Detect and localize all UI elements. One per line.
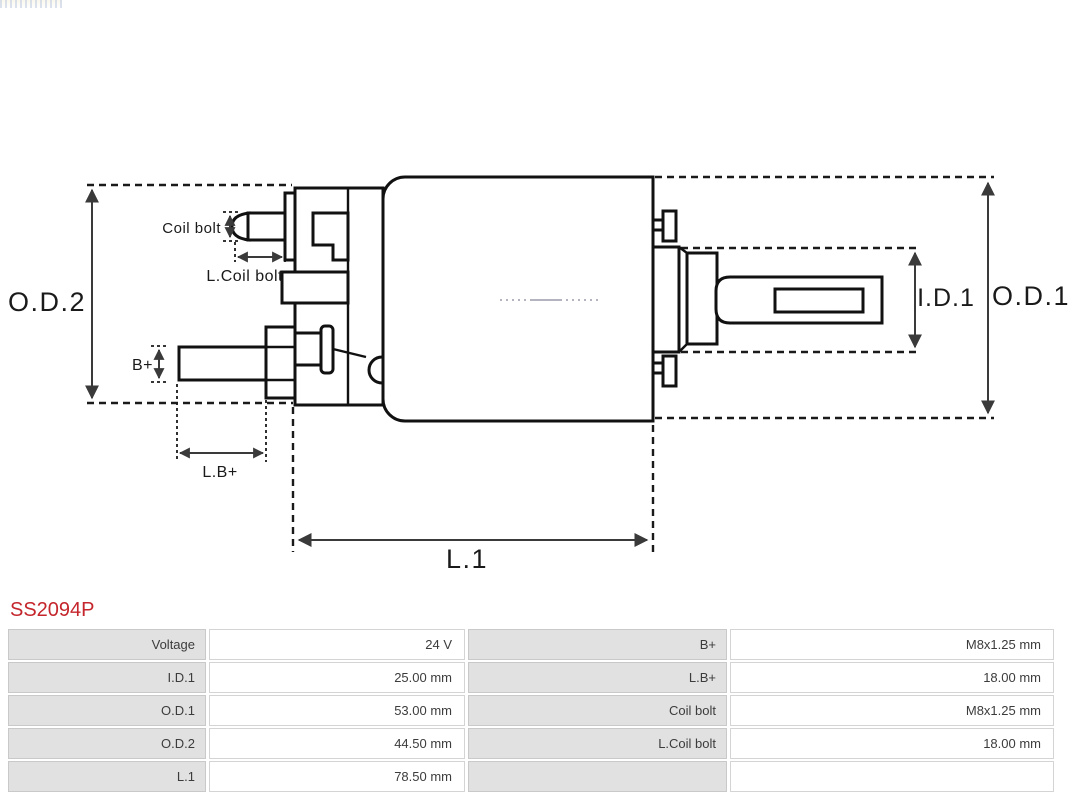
spec-value: 25.00 mm (209, 662, 465, 693)
spec-label: B+ (468, 629, 727, 660)
spec-label: Voltage (8, 629, 206, 660)
bracket-tab (285, 193, 295, 260)
spec-value: 18.00 mm (730, 728, 1054, 759)
terminal-lug-bottom (653, 356, 676, 386)
spec-label: L.B+ (468, 662, 727, 693)
dim-label-id1: I.D.1 (917, 284, 975, 312)
spec-value (730, 761, 1054, 792)
plunger-slot (775, 289, 863, 312)
spec-value: 78.50 mm (209, 761, 465, 792)
terminal-lug-top (653, 211, 676, 241)
spec-table (8, 629, 1054, 792)
dim-label-l-b-plus: L.B+ (202, 464, 238, 481)
part-number: SS2094P (10, 599, 95, 621)
dim-label-coil-bolt: Coil bolt (162, 220, 221, 237)
spec-label: I.D.1 (8, 662, 206, 693)
spec-value: 18.00 mm (730, 662, 1054, 693)
spec-label: O.D.1 (8, 695, 206, 726)
plunger-assembly (653, 211, 882, 386)
spec-value: 53.00 mm (209, 695, 465, 726)
dim-label-b-plus: B+ (131, 357, 153, 374)
dim-label-od1: O.D.1 (991, 281, 1071, 311)
spec-label: Coil bolt (468, 695, 727, 726)
spec-label (468, 761, 727, 792)
spec-label: L.1 (8, 761, 206, 792)
spec-label: O.D.2 (8, 728, 206, 759)
spec-label: L.Coil bolt (468, 728, 727, 759)
dim-label-l1: L.1 (445, 544, 489, 574)
spec-value: M8x1.25 mm (730, 695, 1054, 726)
spec-value: 24 V (209, 629, 465, 660)
spec-value: 44.50 mm (209, 728, 465, 759)
spec-value: M8x1.25 mm (730, 629, 1054, 660)
dim-label-od2: O.D.2 (7, 287, 87, 317)
dim-label-l-coil-bolt: L.Coil bolt (206, 268, 283, 285)
coil-bolt-threads-section (282, 272, 348, 303)
coil-bolt-stud (232, 213, 289, 240)
